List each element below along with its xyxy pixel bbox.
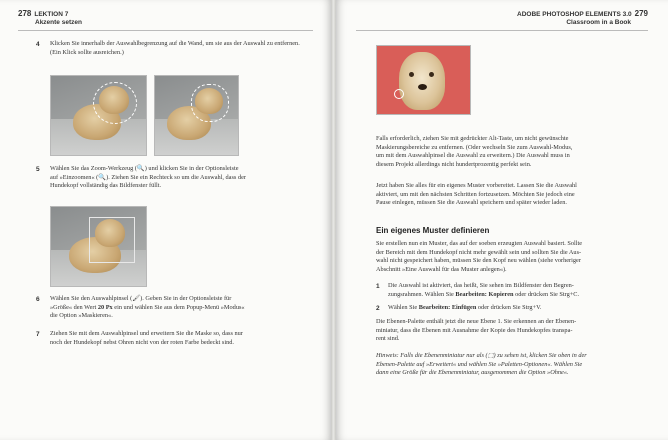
menu-command-copy: Bearbeiten: Kopieren <box>455 290 514 298</box>
text-line: Pause einlegen, müssen Sie die Auswahl speichern und später wieder laden. <box>376 199 567 207</box>
text-line: aktiviert, um mit den nächsten Schritten fortzusetzen. Möchten Sie jedoch eine <box>376 190 575 198</box>
step-2-line-pre: Wählen Sie <box>388 304 419 311</box>
text-line: Sie erstellen nun ein Muster, das auf der soeben erzeugten Auswahl basiert. Sollte <box>376 240 583 247</box>
left-page <box>0 0 331 440</box>
chapter-subtitle: Akzente setzen <box>35 18 82 26</box>
brush-cursor <box>394 89 404 99</box>
text-line: Jetzt haben Sie alles für ein eigenes Muster vorbereitet. Lassen Sie die Auswahl <box>376 182 577 189</box>
text-line: dann eine Größe für die Ebenenminiatur, ausgenommen die Option »Ohne«. <box>376 369 569 377</box>
book-subtitle: Classroom in a Book <box>566 18 631 26</box>
step-6-line-2-pre: »Größe« den Wert <box>50 303 98 311</box>
text-line: Hinweis: Falls die Ebenenminiatur nur als (⬚) zu sehen ist, klicken Sie oben in der <box>376 352 587 359</box>
step-1-number: 1 <box>376 283 380 290</box>
step-7-number: 7 <box>36 331 40 338</box>
text-line: rent sind. <box>376 335 400 343</box>
step-1-line-2-pre: zungsrahmen. Wählen Sie <box>388 290 456 298</box>
page-number-right: 279 <box>634 9 648 18</box>
hint-box <box>376 352 654 378</box>
step-6-number: 6 <box>36 296 40 303</box>
left-page-header <box>18 10 82 26</box>
step-2-text <box>388 304 653 313</box>
step-5-line-3: Hundekopf vollständig das Bildfenster füllt. <box>50 182 162 190</box>
header-rule-right <box>356 30 648 31</box>
text-line: Falls erforderlich, ziehen Sie mit gedrückter Alt-Taste, um nicht gewünschte <box>376 135 569 142</box>
paragraph-4 <box>376 318 654 344</box>
text-line: um mit dem Auswahlpinsel die Auswahl zu erweitern.) Die Auswahl muss in <box>376 152 570 160</box>
step-6-line-3: die Option »Maskieren«. <box>50 312 113 320</box>
text-line: diesem Projekt allerdings nicht hundertprozentig perfekt sein. <box>376 160 532 168</box>
dog-eye <box>429 72 434 77</box>
dog-head-unmasked <box>399 52 445 110</box>
text-line: Abschnitt »Eine Auswahl für das Muster anlegen«). <box>376 265 507 273</box>
zoom-rectangle <box>89 217 135 263</box>
right-page <box>336 0 668 440</box>
step-6-size-value: 20 Px <box>97 303 113 311</box>
step-5-line-2: auf »Einzoomen« (🔍). Ziehen Sie ein Rechteck so um die Auswahl, dass der <box>50 173 246 181</box>
step-6-line-1: Wählen Sie den Auswahlpinsel (🖌). Geben Sie in der Optionsleiste für <box>50 295 232 302</box>
step-7-line-2: noch der Hundekopf nebst Ohren nicht von der roten Farbe bedeckt sind. <box>50 338 234 346</box>
book-title: ADOBE PHOTOSHOP ELEMENTS 3.0 <box>517 11 632 18</box>
step-1-text <box>388 282 653 299</box>
step-4-number: 4 <box>36 41 40 48</box>
text-line: der Bereich mit dem Hundekopf nicht mehr gewählt sein und sollten Sie die Aus- <box>376 248 582 256</box>
paragraph-2 <box>376 182 651 208</box>
screenshot-dog-before <box>50 75 147 156</box>
step-1-line-1: Die Auswahl ist aktiviert, das heißt, Sie sehen im Bildfenster den Begren- <box>388 282 574 289</box>
text-line: Die Ebenen-Palette enthält jetzt die neue Ebene 1. Sie erkennen an der Ebenen- <box>376 318 577 325</box>
page-number-left: 278 <box>18 9 32 18</box>
step-7-line-1: Ziehen Sie mit dem Auswahlpinsel und erweitern Sie die Maske so, dass nur <box>50 330 243 337</box>
step-5-line-1: Wählen Sie das Zoom-Werkzeug (🔍) und klicken Sie in der Optionsleiste <box>50 165 239 172</box>
screenshot-dog-mask <box>376 45 471 115</box>
step-2-number: 2 <box>376 305 380 312</box>
screenshot-dog-after <box>154 75 239 156</box>
header-rule-left <box>18 30 313 31</box>
selection-marquee <box>93 82 137 124</box>
step-2-line-post: oder drücken Sie Strg+V. <box>476 304 542 311</box>
paragraph-3 <box>376 240 651 274</box>
step-6-text <box>50 295 315 321</box>
paragraph-1 <box>376 135 651 169</box>
chapter-title: LEKTION 7 <box>34 11 69 18</box>
step-5-text <box>50 165 315 191</box>
step-7-text <box>50 330 315 347</box>
selection-marquee <box>191 84 229 122</box>
text-line: Ebenen-Palette auf »Erweitert« und wählen Sie »Paletten-Optionen«. Wählen Sie <box>376 360 583 368</box>
screenshot-dog-zoom <box>50 206 147 287</box>
text-line: Maskierungsbereiche zu entfernen. (Oder wechseln Sie zum Auswahl-Modus, <box>376 143 573 151</box>
dog-eye <box>409 72 414 77</box>
step-5-number: 5 <box>36 166 40 173</box>
right-page-header <box>517 10 648 26</box>
dog-nose <box>418 84 427 90</box>
section-heading: Ein eigenes Muster definieren <box>376 226 490 235</box>
text-line: miniatur, dass die Ebenen mit Ausnahme der Kopie des Hundekopfes transpa- <box>376 326 573 334</box>
menu-command-paste: Bearbeiten: Einfügen <box>418 304 477 311</box>
step-1-line-2-post: oder drücken Sie Strg+C. <box>513 290 580 298</box>
step-6-line-2-post: ein und wählen Sie aus dem Popup-Menü »Modus« <box>112 303 245 311</box>
text-line: wahl nicht gespeichert haben, müssen Sie den Kopf neu wählen (siehe vorheriger <box>376 257 581 265</box>
step-4-text: Klicken Sie innerhalb der Auswahlbegrenzung auf die Wand, um sie aus der Auswahl zu entfernen. (Ein Klick sollte ausreichen.) <box>50 40 300 56</box>
